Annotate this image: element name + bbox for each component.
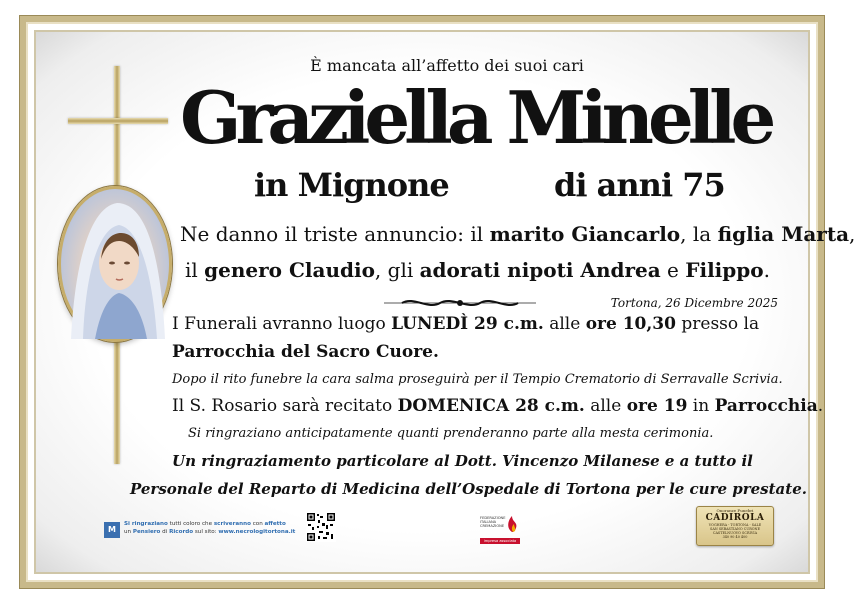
announcement-line-2: il genero Claudio, gli adorati nipoti Andrea e Filippo. xyxy=(185,258,770,282)
special-thanks-line-1: Un ringraziamento particolare al Dott. Vincenzo Milanese e a tutto il xyxy=(172,452,753,470)
cremation-line: Dopo il rito funebre la cara salma proseguirà per il Tempio Crematorio di Serravalle Scrivia. xyxy=(172,372,783,387)
madonna-image xyxy=(61,189,169,339)
announcement-line-1: Ne danno il triste annuncio: il marito Giancarlo, la figlia Marta, xyxy=(180,222,855,246)
site-link[interactable]: www.necrologitortona.it xyxy=(218,529,296,535)
assoc-tag: impresa associata xyxy=(480,538,520,544)
funeral-line-1: I Funerali avranno luogo LUNEDÌ 29 c.m. alle ore 10,30 presso la xyxy=(172,314,760,334)
funeral-line-2: Parrocchia del Sacro Cuore. xyxy=(172,342,439,362)
place-date: Tortona, 26 Dicembre 2025 xyxy=(610,296,778,310)
madonna-portrait xyxy=(58,186,172,342)
deceased-name: Graziella Minelle xyxy=(180,75,771,160)
special-thanks-line-2: Personale del Reparto di Medicina dell’Ospedale di Tortona per le cure prestate. xyxy=(130,480,807,498)
footer-site-text: Si ringraziano tutti coloro che scriveranno con affetto un Pensiero di Ricordo sul sito: www.necrologitortona.it xyxy=(124,521,296,535)
rosary-line: Il S. Rosario sarà recitato DOMENICA 28 c.m. alle ore 19 in Parrocchia. xyxy=(172,396,824,416)
footer-site-note xyxy=(104,520,300,542)
cross-arm xyxy=(68,118,168,124)
cremation-association-logo: FEDERAZIONE ITALIANA CREMAZIONE impresa associata xyxy=(478,506,522,544)
intro-text: È mancata all’affetto dei suoi cari xyxy=(310,56,584,75)
site-logo-icon: M xyxy=(104,522,120,538)
funeral-home-name: CADIROLA xyxy=(705,513,765,523)
thanks-attendance-line: Si ringraziano anticipatamente quanti prenderanno parte alla mesta cerimonia. xyxy=(188,426,714,441)
ornament-divider xyxy=(384,296,536,310)
married-name: in Mignone xyxy=(254,166,449,204)
funeral-home-badge: Onoranze Funebri CADIROLA VOGHERA - TORTONA - SALE SAN SEBASTIANO CURONE CASTELNUOVO SCRIVIA 340 90 40 400 xyxy=(696,506,774,546)
qr-code-icon[interactable] xyxy=(306,512,336,542)
age-text: di anni 75 xyxy=(554,166,725,204)
